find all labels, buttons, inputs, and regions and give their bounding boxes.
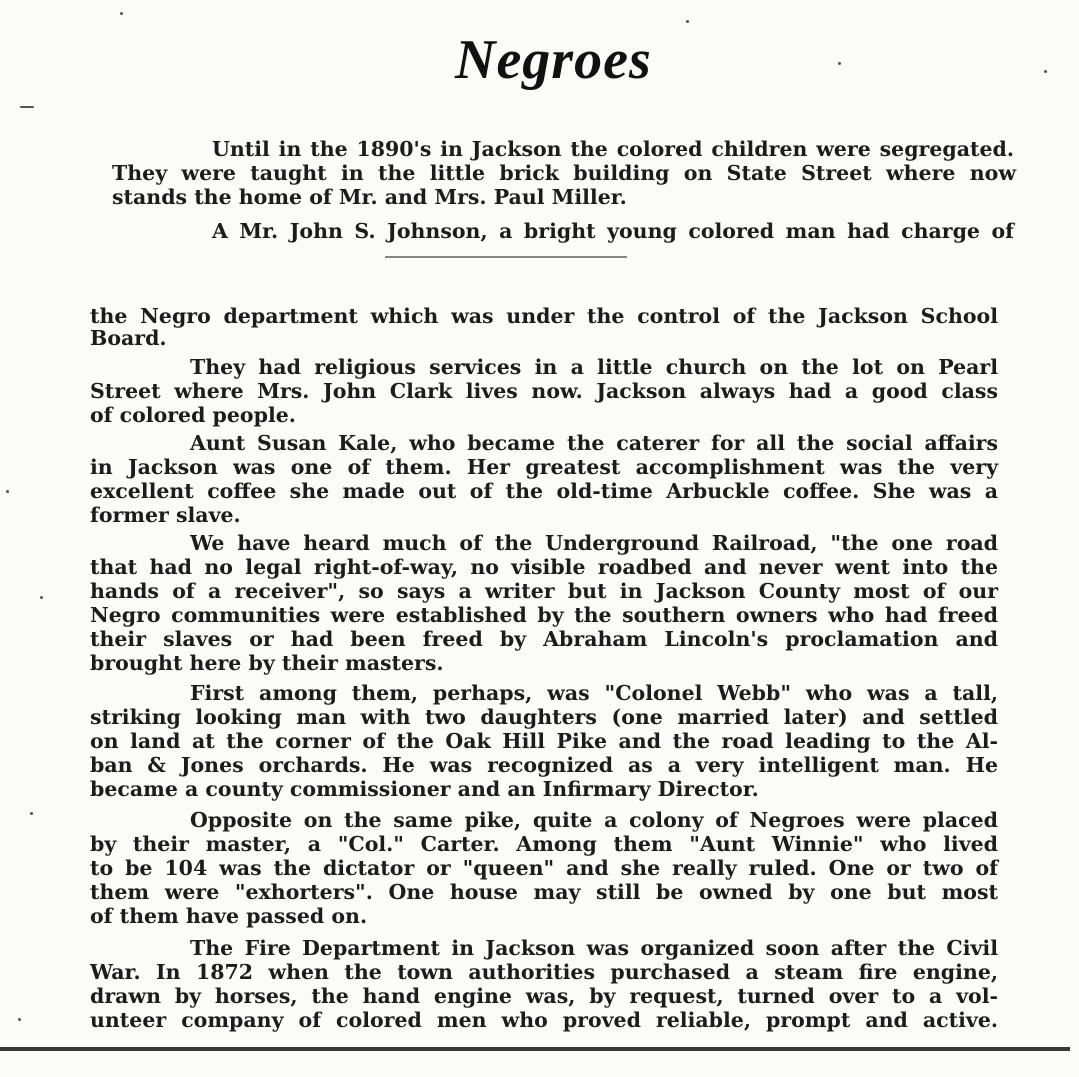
- text-line: First among them, perhaps, was "Colonel Webb" who was a tall,: [190, 680, 998, 705]
- text-line: Street where Mrs. John Clark lives now. Jackson always had a good class: [90, 378, 998, 403]
- text-line: them were "exhorters". One house may still be owned by one but most: [90, 879, 998, 904]
- scan-speck: [18, 1018, 21, 1021]
- text-line: in Jackson was one of them. Her greatest accomplishment was the very: [90, 454, 998, 479]
- section-divider: [385, 256, 627, 258]
- text-line: their slaves or had been freed by Abraham Lincoln's proclamation and: [90, 626, 998, 651]
- text-line: They had religious services in a little church on the lot on Pearl: [190, 354, 998, 379]
- scan-speck: [40, 596, 43, 599]
- scan-speck: [686, 20, 689, 23]
- scan-speck: [30, 812, 33, 815]
- text-line: A Mr. John S. Johnson, a bright young colored man had charge of: [212, 218, 1014, 243]
- text-line: They were taught in the little brick building on State Street where now: [112, 160, 1016, 185]
- text-line: striking looking man with two daughters (one married later) and settled: [90, 704, 998, 729]
- scan-speck: [120, 12, 123, 15]
- text-line: stands the home of Mr. and Mrs. Paul Miller.: [112, 184, 627, 209]
- text-line: the Negro department which was under the control of the Jackson School: [90, 303, 998, 328]
- text-line: War. In 1872 when the town authorities purchased a steam fire engine,: [90, 959, 998, 984]
- text-line: former slave.: [90, 502, 241, 527]
- text-line: of them have passed on.: [90, 903, 368, 928]
- text-line: We have heard much of the Underground Railroad, "the one road: [190, 530, 998, 555]
- bottom-rule: [0, 1047, 1070, 1051]
- text-line: excellent coffee she made out of the old-time Arbuckle coffee. She was a: [90, 478, 998, 503]
- text-line: brought here by their masters.: [90, 650, 444, 675]
- text-line: Board.: [90, 325, 167, 350]
- scan-speck: [20, 106, 34, 108]
- scan-speck: [6, 490, 9, 493]
- text-line: that had no legal right-of-way, no visible roadbed and never went into the: [90, 554, 998, 579]
- text-line: to be 104 was the dictator or "queen" and she really ruled. One or two of: [90, 855, 998, 880]
- text-line: unteer company of colored men who proved reliable, prompt and active.: [90, 1007, 998, 1032]
- page-title: Negroes: [455, 29, 652, 91]
- text-line: Negro communities were established by the southern owners who had freed: [90, 602, 998, 627]
- scan-speck: [838, 62, 841, 65]
- text-line: drawn by horses, the hand engine was, by request, turned over to a vol-: [90, 983, 998, 1008]
- text-line: Until in the 1890's in Jackson the colored children were segregated.: [212, 136, 1014, 161]
- text-line: of colored people.: [90, 402, 296, 427]
- scan-speck: [1044, 70, 1047, 73]
- text-line: became a county commissioner and an Infirmary Director.: [90, 776, 759, 801]
- text-line: hands of a receiver", so says a writer but in Jackson County most of our: [90, 578, 998, 603]
- text-line: ban & Jones orchards. He was recognized as a very intelligent man. He: [90, 752, 998, 777]
- text-line: on land at the corner of the Oak Hill Pike and the road leading to the Al-: [90, 728, 998, 753]
- text-line: Aunt Susan Kale, who became the caterer for all the social affairs: [190, 430, 998, 455]
- text-line: Opposite on the same pike, quite a colony of Negroes were placed: [190, 807, 998, 832]
- text-line: by their master, a "Col." Carter. Among them "Aunt Winnie" who lived: [90, 831, 998, 856]
- text-line: The Fire Department in Jackson was organized soon after the Civil: [190, 935, 998, 960]
